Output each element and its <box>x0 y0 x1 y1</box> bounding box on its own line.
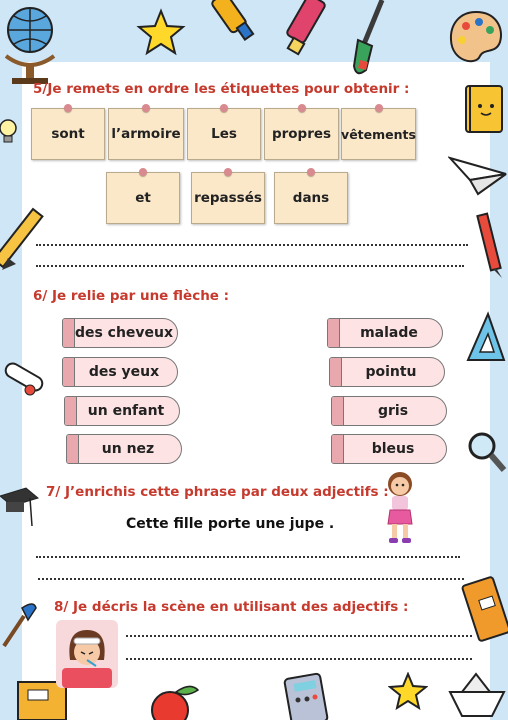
ruler-triangle-icon <box>464 310 508 364</box>
pin-icon <box>64 104 72 112</box>
answer-line[interactable] <box>38 578 464 580</box>
word-tag[interactable]: repassés <box>191 172 265 224</box>
pin-icon <box>142 104 150 112</box>
paintbrush-small-icon <box>0 600 40 650</box>
pencil-icon <box>0 200 50 280</box>
pencil-right-icon <box>476 212 506 282</box>
match-left-item[interactable]: un nez <box>66 434 182 464</box>
answer-line[interactable] <box>36 244 468 246</box>
answer-line[interactable] <box>36 265 464 267</box>
word-tag[interactable]: dans <box>274 172 348 224</box>
notebook-icon <box>460 82 506 138</box>
section6-title: 6/ Je relie par une flèche : <box>33 288 230 304</box>
match-left-item[interactable]: des yeux <box>62 357 178 387</box>
section8-title: 8/ Je décris la scène en utilisant des adjectifs : <box>54 599 409 615</box>
word-tag[interactable]: sont <box>31 108 105 160</box>
match-right-item[interactable]: gris <box>331 396 447 426</box>
answer-line[interactable] <box>36 556 460 558</box>
pin-icon <box>139 168 147 176</box>
paper-plane-icon <box>448 150 508 200</box>
word-tag[interactable]: et <box>106 172 180 224</box>
marker-icon <box>206 0 266 50</box>
match-right-item[interactable]: pointu <box>329 357 445 387</box>
match-left-item[interactable]: des cheveux <box>62 318 178 348</box>
pin-icon <box>220 104 228 112</box>
answer-line[interactable] <box>126 658 472 660</box>
pin-icon <box>224 168 232 176</box>
section7-title: 7/ J’enrichis cette phrase par deux adjectifs : <box>46 484 389 500</box>
pencil-marker-icon <box>282 0 332 60</box>
paintbrush-icon <box>338 0 398 80</box>
word-tag[interactable]: Les <box>187 108 261 160</box>
match-left-item[interactable]: un enfant <box>64 396 180 426</box>
sentence-to-enrich: Cette fille porte une jupe . <box>126 516 335 532</box>
girl-illustration <box>380 468 420 548</box>
pin-icon <box>298 104 306 112</box>
match-right-item[interactable]: malade <box>327 318 443 348</box>
magnifier-icon <box>464 428 508 478</box>
pin-icon <box>307 168 315 176</box>
pin-icon <box>375 104 383 112</box>
sick-child-illustration <box>56 620 118 688</box>
word-tag[interactable]: vêtements <box>341 108 416 160</box>
lightbulb-icon <box>0 116 24 146</box>
word-tag[interactable]: propres <box>264 108 339 160</box>
palette-icon <box>446 8 506 68</box>
star-bottom-icon <box>388 672 428 712</box>
word-tag[interactable]: l’armoire <box>108 108 184 160</box>
paper-boat-icon <box>446 672 508 720</box>
section5-title: 5/Je remets en ordre les étiquettes pour obtenir : <box>33 81 410 97</box>
globe-icon <box>0 0 70 90</box>
match-right-item[interactable]: bleus <box>331 434 447 464</box>
answer-line[interactable] <box>126 635 472 637</box>
diploma-icon <box>0 356 50 410</box>
apple-icon <box>144 680 204 720</box>
graduation-cap-icon <box>0 484 40 540</box>
calculator-icon <box>282 672 330 720</box>
star-icon <box>136 8 186 58</box>
